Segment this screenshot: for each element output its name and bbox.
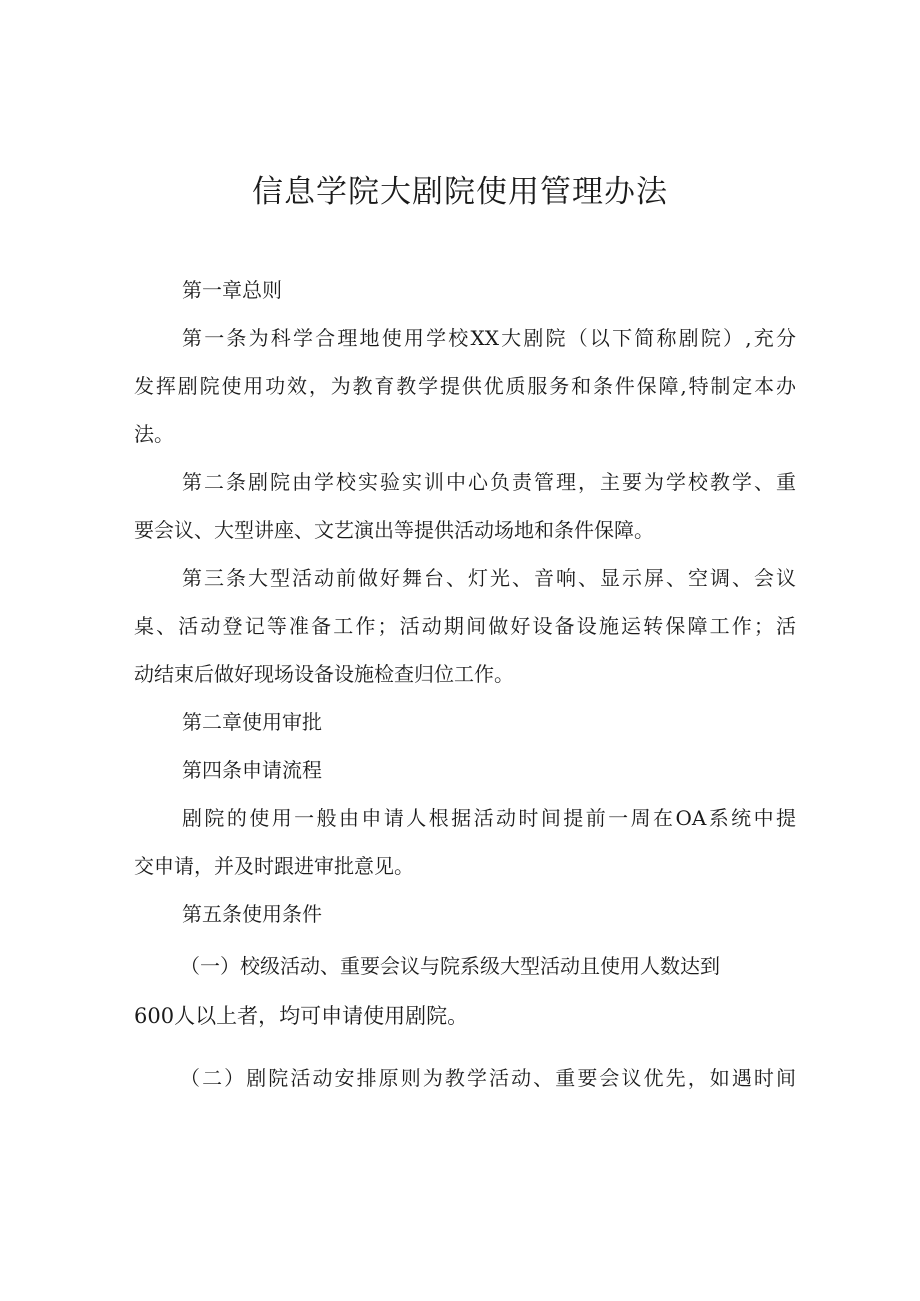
article-5-heading: 第五条使用条件 [182,902,322,926]
article-3-line-2: 桌、活动登记等准备工作；活动期间做好设备设施运转保障工作；活 [134,614,796,638]
article-5-item-2-line-1: （二）剧院活动安排原则为教学活动、重要会议优先，如遇时间 [180,1066,796,1090]
article-2-line-2: 要会议、大型讲座、文艺演出等提供活动场地和条件保障。 [134,518,654,542]
document-title: 信息学院大剧院使用管理办法 [252,174,668,210]
chapter-heading-1: 第一章总则 [182,278,282,302]
article-1-line-2: 发挥剧院使用功效，为教育教学提供优质服务和条件保障,特制定本办 [134,374,796,398]
article-5-item-1-line-1: （一）校级活动、重要会议与院系级大型活动且使用人数达到 [180,954,720,978]
article-3-line-1: 第三条大型活动前做好舞台、灯光、音响、显示屏、空调、会议 [182,566,796,590]
article-3-line-3: 动结束后做好现场设备设施检查归位工作。 [134,662,514,686]
article-5-item-1-line-2: 600人以上者，均可申请使用剧院。 [134,1004,469,1028]
article-4-para-line-2: 交申请，并及时跟进审批意见。 [134,854,414,878]
article-4-heading: 第四条申请流程 [182,758,322,782]
article-1-line-3: 法。 [134,422,174,446]
chapter-heading-2: 第二章使用审批 [182,710,322,734]
article-2-line-1: 第二条剧院由学校实验实训中心负责管理，主要为学校教学、重 [182,470,796,494]
article-1-line-1: 第一条为科学合理地使用学校XX大剧院（以下简称剧院）,充分 [182,326,796,350]
article-4-para-line-1: 剧院的使用一般由申请人根据活动时间提前一周在OA系统中提 [182,806,796,830]
